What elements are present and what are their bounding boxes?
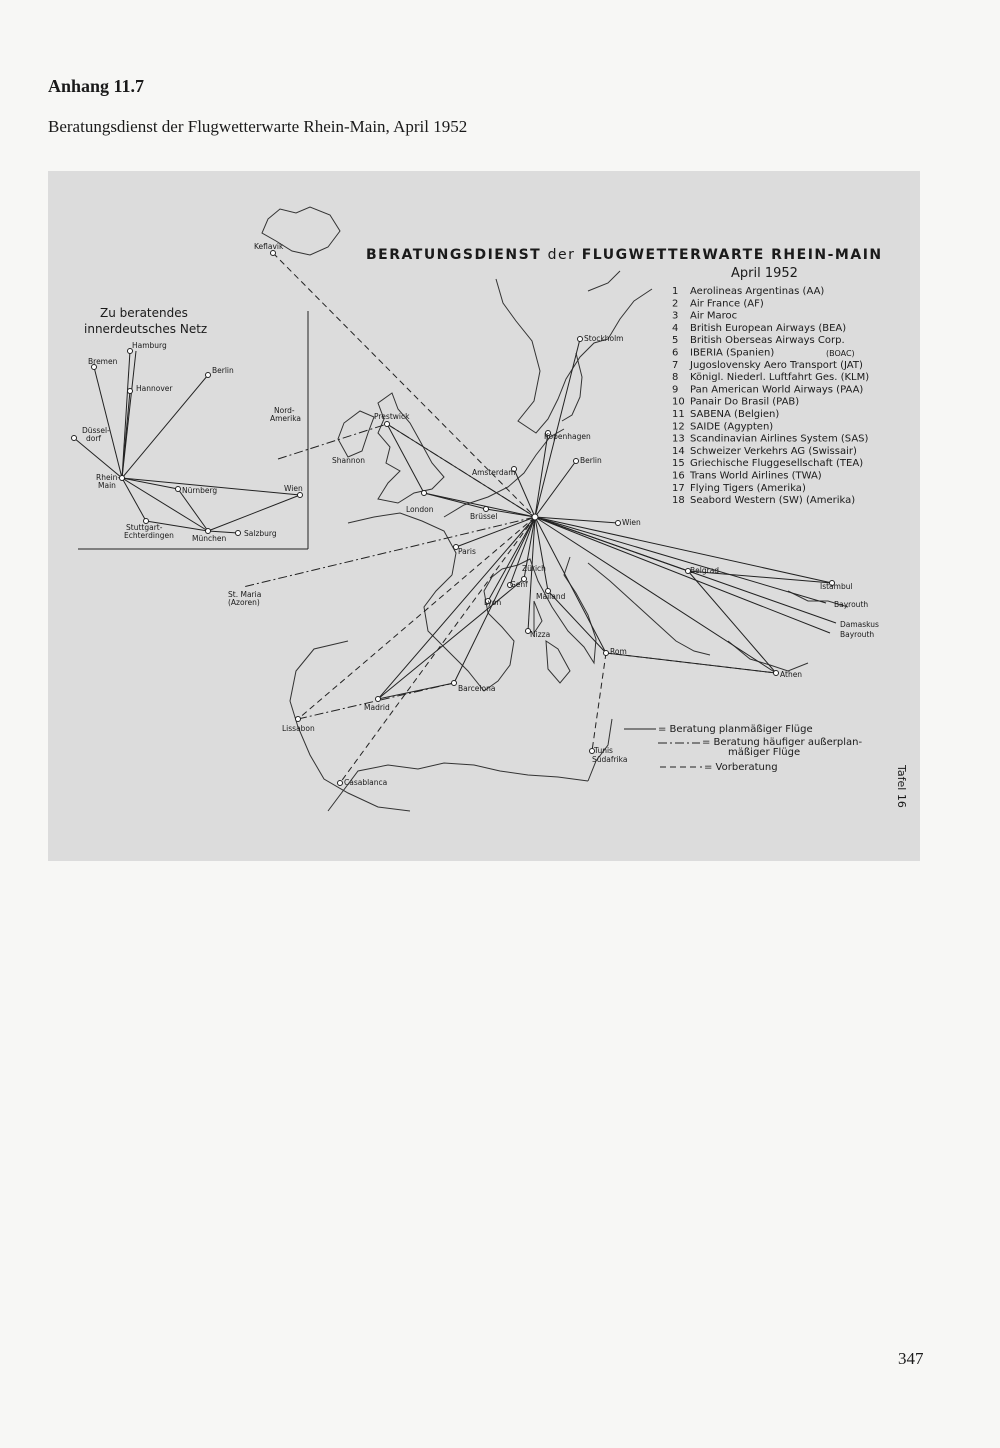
inset-label-salzburg: Salzburg — [244, 529, 277, 538]
airline-name: SABENA (Belgien) — [690, 409, 780, 420]
label-prestwick: Prestwick — [374, 412, 410, 421]
label-tunis-2: Südafrika — [592, 755, 628, 764]
line-style-legend — [624, 724, 862, 773]
inset-label-nuernberg: Nürnberg — [182, 486, 218, 495]
airline-name: British Oberseas Airways Corp. — [690, 335, 845, 347]
map-title-rest: FLUGWETTERWARTE RHEIN-MAIN — [581, 247, 883, 263]
appendix-subheading: Beratungsdienst der Flugwetterwarte Rhein-Main, April 1952 — [48, 117, 468, 136]
label-mailand: Mailand — [536, 592, 566, 601]
inset-label-stuttgart-1: Stuttgart- — [126, 523, 163, 532]
map-title-bold: BERATUNGSDIENST — [366, 247, 542, 263]
airline-number: 3 — [672, 310, 679, 322]
britain-outline — [378, 393, 444, 503]
sicily-outline — [546, 641, 570, 683]
airline-number: 11 — [672, 409, 685, 420]
adriatic-coast — [588, 563, 710, 655]
label-rom: Rom — [610, 647, 627, 656]
airline-number: 4 — [672, 322, 679, 334]
airline-name: Air Maroc — [690, 310, 738, 322]
airline-name: Seabord Western (SW) (Amerika) — [690, 495, 856, 507]
label-keflavik: Keflavik — [254, 242, 284, 251]
inset-label-rheinmain-2: Main — [98, 481, 116, 490]
label-genf: Genf — [510, 580, 528, 589]
airline-name: Pan American World Airways (PAA) — [690, 384, 864, 396]
inset-routes — [74, 351, 300, 533]
label-bruessel: Brüssel — [470, 512, 498, 521]
label-nizza: Nizza — [530, 630, 551, 639]
airline-number: 6 — [672, 347, 679, 359]
page-number: 347 — [898, 1349, 924, 1368]
norway-coast — [588, 271, 620, 291]
inset-label-berlin: Berlin — [212, 366, 234, 375]
label-madrid: Madrid — [364, 703, 390, 712]
airline-name: SAIDE (Agypten) — [690, 421, 774, 433]
label-wien: Wien — [622, 518, 641, 527]
label-london: London — [406, 505, 434, 514]
label-barcelona: Barcelona — [458, 684, 496, 693]
airline-number: 14 — [672, 445, 685, 457]
label-lissabon: Lissabon — [282, 724, 315, 733]
label-tunis-1: Tunis — [594, 746, 613, 755]
map-title-mid: der — [547, 247, 576, 263]
airline-number: 9 — [672, 384, 679, 396]
inset-label-hannover: Hannover — [136, 384, 173, 393]
airline-name: Aerolineas Argentinas (AA) — [690, 286, 825, 297]
airline-number: 8 — [672, 372, 679, 384]
map-plate — [48, 171, 920, 861]
airline-number: 12 — [672, 421, 685, 433]
inset-title-1: Zu beratendes — [100, 306, 188, 320]
airline-name: Griechische Fluggesellschaft (TEA) — [690, 458, 864, 470]
legend-frequent-2: mäßiger Flüge — [728, 747, 801, 758]
inset-label-stuttgart-2: Echterdingen — [124, 531, 174, 540]
airline-number: 10 — [672, 396, 685, 408]
airline-name: Flying Tigers (Amerika) — [690, 482, 806, 494]
airline-name: Trans World Airlines (TWA) — [690, 470, 822, 482]
label-stmaria-2: (Azoren) — [228, 598, 260, 607]
label-kopenhagen: Kopenhagen — [544, 432, 591, 441]
airline-number: 17 — [672, 482, 685, 494]
airline-name: Panair Do Brasil (PAB) — [690, 396, 800, 408]
plate-label: Tafel 16 — [895, 765, 908, 808]
airline-list — [672, 286, 869, 506]
biscay-coast — [348, 513, 456, 575]
airline-name: IBERIA (Spanien) — [690, 347, 775, 359]
boac-note: (BOAC) — [826, 349, 855, 358]
airline-number: 18 — [672, 495, 685, 507]
airline-name: Air France (AF) — [690, 298, 764, 310]
airline-name: Jugoslovensky Aero Transport (JAT) — [690, 359, 863, 371]
inset-label-wien: Wien — [284, 484, 303, 493]
airline-number: 13 — [672, 433, 685, 445]
sardinia-outline — [534, 601, 542, 633]
sweden-coast — [562, 353, 582, 421]
appendix-heading: Anhang 11.7 — [48, 76, 145, 96]
airline-number: 7 — [672, 359, 679, 371]
airline-name: British European Airways (BEA) — [690, 322, 847, 334]
label-shannon: Shannon — [332, 456, 365, 465]
inset-label-duesseldorf-2: dorf — [86, 434, 102, 443]
inset-label-duesseldorf-1: Düssel- — [82, 426, 110, 435]
label-nordamerika-2: Amerika — [270, 414, 302, 423]
greece-coast — [728, 641, 808, 671]
label-casablanca: Casablanca — [344, 778, 388, 787]
route-map — [48, 171, 920, 861]
label-istambul: Istambul — [820, 582, 853, 591]
label-stmaria-1: St. Maria — [228, 590, 262, 599]
label-belgrad: Belgrad — [690, 566, 720, 575]
label-berlin: Berlin — [580, 456, 602, 465]
label-athen: Athen — [780, 670, 803, 679]
svg-text:BERATUNGSDIENST der FL — [366, 247, 883, 263]
airline-name: Scandinavian Airlines System (SAS) — [690, 433, 869, 445]
legend-scheduled: = Beratung planmäßiger Flüge — [658, 724, 813, 735]
airline-number: 5 — [672, 335, 679, 347]
map-date: April 1952 — [731, 266, 798, 281]
legend-frequent-1: = Beratung häufiger außerplan- — [702, 737, 863, 748]
airline-name: Schweizer Verkehrs AG (Swissair) — [690, 445, 857, 457]
label-nordamerika-1: Nord- — [274, 406, 295, 415]
airline-number: 1 — [672, 286, 679, 297]
inset-title-2: innerdeutsches Netz — [84, 322, 208, 336]
inset-label-hamburg: Hamburg — [132, 341, 167, 350]
inset-label-rheinmain-1: Rhein- — [96, 473, 121, 482]
label-stockholm: Stockholm — [584, 334, 624, 343]
inset-label-muenchen: München — [192, 534, 227, 543]
inset-label-bremen: Bremen — [88, 357, 118, 366]
label-amsterdam: Amsterdam — [472, 468, 516, 477]
airline-number: 15 — [672, 458, 685, 470]
label-paris: Paris — [458, 547, 476, 556]
italy-outline — [502, 557, 596, 663]
legend-prep: = Vorberatung — [704, 762, 778, 773]
north-africa-coast — [328, 763, 588, 811]
label-damaskus: Damaskus — [840, 620, 879, 629]
label-zuerich: Zürich — [522, 564, 546, 573]
airline-number: 2 — [672, 298, 679, 310]
label-bayrouth-1: Bayrouth — [834, 600, 869, 609]
airline-name: Königl. Niederl. Luftfahrt Ges. (KLM) — [690, 372, 870, 384]
airline-number: 16 — [672, 470, 685, 482]
label-bayrouth-2: Bayrouth — [840, 630, 875, 639]
label-lyon: Lyon — [484, 598, 502, 607]
